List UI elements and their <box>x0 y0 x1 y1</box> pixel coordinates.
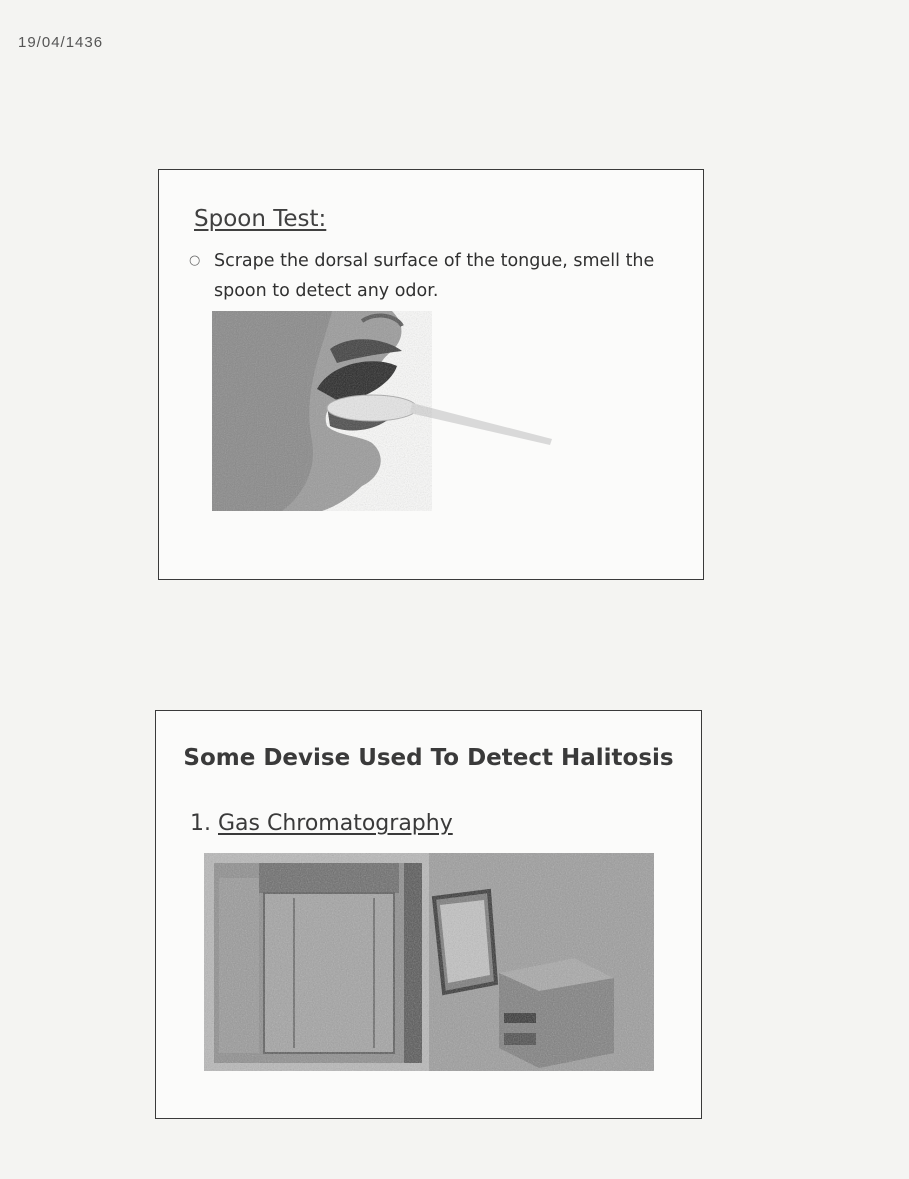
list-item <box>190 811 453 836</box>
list-item-text: Gas Chromatography <box>218 811 453 836</box>
gas-chromatography-photo <box>204 853 654 1071</box>
slide-title: Some Devise Used To Detect Halitosis <box>183 745 674 771</box>
page-date: 19/04/1436 <box>18 34 104 51</box>
slide-title: Spoon Test: <box>194 206 327 232</box>
spoon-test-photo <box>212 311 612 511</box>
slide-spoon-test <box>158 169 704 580</box>
bullet-dot-icon: ○ <box>189 253 201 268</box>
slide-halitosis-devices <box>155 710 702 1119</box>
list-number: 1. <box>190 811 211 836</box>
bullet-item <box>189 246 669 306</box>
bullet-text: Scrape the dorsal surface of the tongue, smell the spoon to detect any odor. <box>214 251 655 301</box>
